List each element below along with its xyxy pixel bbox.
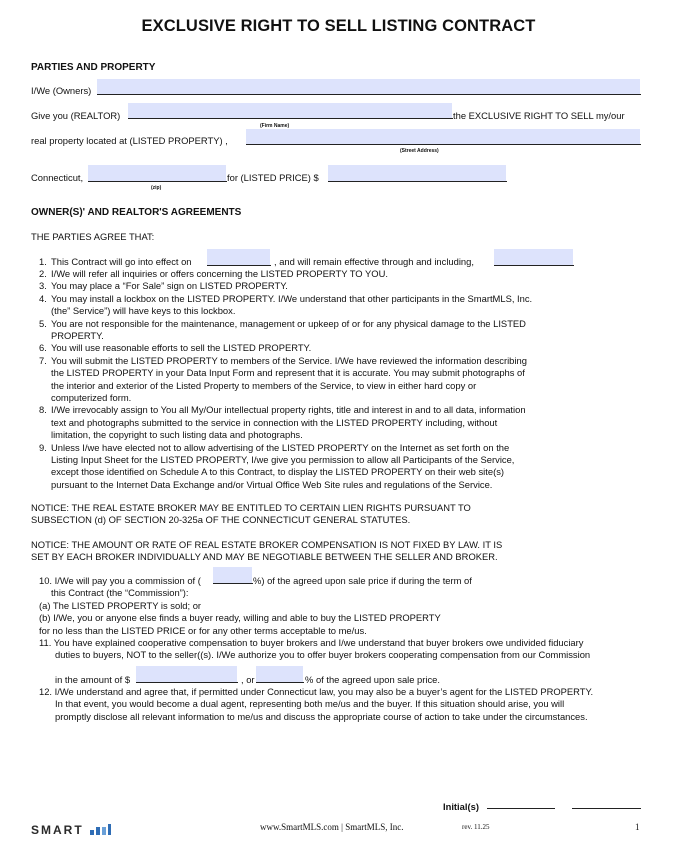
item-1-number: 1. (39, 256, 47, 267)
item-12-text-a: 12. I/We understand and agree that, if permitted under Connecticut law, you may also be a buyer’s agent for the LISTED PROPERTY. (39, 686, 594, 697)
notice-compensation-line-1: NOTICE: THE AMOUNT OR RATE OF REAL ESTATE BROKER COMPENSATION IS NOT FIXED BY LAW. IT IS (31, 539, 503, 550)
notice-lien-line-2: SUBSECTION (d) OF SECTION 20-325a OF THE CONNECTICUT GENERAL STATUTES. (31, 514, 411, 525)
item-text-line: You will submit the LISTED PROPERTY to members of the Service. I/We have reviewed the information describing (51, 354, 527, 366)
realtor-underline (128, 118, 453, 119)
initials-line-1[interactable] (487, 808, 555, 809)
item-12-text-c: promptly disclose all relevant information to me/us and discuss the appropriate course of action to take under the circumstances. (55, 711, 588, 722)
smartmls-logo (31, 821, 111, 839)
coop-percent-underline (256, 682, 304, 683)
commission-percent-field[interactable] (213, 567, 252, 583)
item-1-text-a: This Contract will go into effect on (51, 256, 192, 267)
item-number: 8. (39, 404, 47, 416)
expiration-date-underline (494, 265, 574, 266)
logo-text: SMART (31, 823, 84, 837)
item-text-line: Listing Input Sheet for the LISTED PROPERTY, I/we give you permission to allow all Participants of the Service, (51, 454, 515, 465)
item-10-text-a: 10. I/We will pay you a commission of ( (39, 575, 201, 586)
item-10-clause-b-cont: for no less than the LISTED PRICE or for any other terms acceptable to me/us. (39, 625, 367, 636)
item-text-line: the LISTED PROPERTY in your Data Input Form and represent that it is accurate. You may submit photographs of (51, 367, 525, 379)
item-number: 4. (39, 292, 47, 304)
owners-underline (97, 94, 641, 95)
item-text-line: You may install a lockbox on the LISTED PROPERTY. I/We understand that other participants in the SmartMLS, Inc. (51, 292, 533, 304)
expiration-date-field[interactable] (494, 249, 573, 265)
item-11-text-a: 11. You have explained cooperative compensation to buyer brokers and I/we understand that buyer brokers owe undivided fiduciary (39, 637, 584, 648)
item-text-line: the interior and exterior of the Listed Property to members of the Service, to view in either hard copy or (51, 379, 477, 391)
property-underline (246, 144, 641, 145)
street-address-caption: (Street Address) (400, 148, 439, 154)
parties-agree-text: THE PARTIES AGREE THAT: (31, 231, 155, 242)
item-10-clause-b: (b) I/We, you or anyone else finds a buyer ready, willing and able to buy the LISTED PROPERTY (39, 612, 441, 623)
commission-underline (213, 583, 253, 584)
item-12-text-b: In that event, you would become a dual agent, representing both me/us and the buyer. If this situation should arise, you will (55, 698, 565, 709)
item-text-line: Unless I/we have elected not to allow advertising of the LISTED PROPERTY on the Internet as set forth on the (51, 441, 510, 453)
item-11-or: , or (241, 674, 255, 685)
price-label: for (LISTED PRICE) $ (227, 172, 319, 183)
firm-name-caption: (Firm Name) (260, 123, 290, 129)
zip-underline (88, 181, 227, 182)
property-label: real property located at (LISTED PROPERTY) , (31, 135, 228, 146)
listed-price-field[interactable] (328, 165, 506, 181)
item-text-line: (the” Service”) will have keys to this lockbox. (51, 305, 236, 317)
item-text-line: I/We irrevocably assign to You all My/Our intellectual property rights, title and interest in and to all data, information (51, 404, 526, 416)
effective-date-field[interactable] (207, 249, 270, 265)
listed-property-field[interactable] (246, 129, 640, 144)
item-text-line: limitation, the copyright to such listing data and photographs. (51, 429, 303, 441)
effective-date-underline (207, 265, 271, 266)
coop-amount-underline (136, 682, 238, 683)
item-11-amount-label: in the amount of $ (55, 674, 131, 685)
item-text-line: I/We will refer all inquiries or offers concerning the LISTED PROPERTY TO YOU. (51, 268, 388, 279)
notice-compensation-line-2: SET BY EACH BROKER INDIVIDUALLY AND MAY BE NEGOTIABLE BETWEEN THE SELLER AND BROKER. (31, 551, 498, 562)
footer-site: www.SmartMLS.com | SmartMLS, Inc. (260, 822, 404, 832)
item-11-text-b: duties to buyers, NOT to the seller((s). I/We authorize you to offer buyer brokers cooperating compensation from our Commission (55, 649, 591, 660)
item-text-line: computerized form. (51, 392, 132, 403)
notice-lien-line-1: NOTICE: THE REAL ESTATE BROKER MAY BE ENTITLED TO CERTAIN LIEN RIGHTS PURSUANT TO (31, 502, 471, 513)
coop-percent-field[interactable] (256, 666, 303, 682)
section-heading-parties: PARTIES AND PROPERTY (31, 62, 156, 73)
document-title: EXCLUSIVE RIGHT TO SELL LISTING CONTRACT (141, 17, 536, 35)
item-text-line: You will use reasonable efforts to sell the LISTED PROPERTY. (51, 342, 312, 354)
item-text-line: except those identified on Schedule A to this Contract, to display the LISTED PROPERTY on their web site(s) (51, 466, 505, 478)
realtor-label: Give you (REALTOR) (31, 110, 121, 121)
item-text-line: You are not responsible for the maintenance, management or upkeep of or for any physical damage to the LISTED (51, 317, 526, 329)
item-number: 7. (39, 354, 47, 366)
page-number: 1 (635, 822, 640, 832)
coop-amount-field[interactable] (136, 666, 237, 682)
item-number: 5. (39, 317, 47, 329)
price-underline (328, 181, 507, 182)
initials-line-2[interactable] (572, 808, 641, 809)
owners-field[interactable] (97, 79, 640, 94)
item-number: 2. (39, 268, 47, 279)
initials-label: Initial(s) (443, 801, 479, 812)
logo-bars-icon (89, 824, 111, 835)
footer-revision: rev. 11.25 (462, 823, 490, 831)
item-number: 9. (39, 441, 47, 453)
zip-caption: (zip) (151, 185, 162, 191)
exclusive-right-text: the EXCLUSIVE RIGHT TO SELL my/our (453, 110, 625, 121)
item-10-clause-a: (a) The LISTED PROPERTY is sold; or (39, 600, 202, 611)
item-number: 6. (39, 342, 47, 354)
item-text-line: text and photographs submitted to the service in connection with the LISTED PROPERTY including, without (51, 416, 498, 428)
connecticut-label: Connecticut, (31, 172, 84, 183)
item-number: 3. (39, 280, 47, 292)
section-heading-agreements: OWNER(S)' AND REALTOR'S AGREEMENTS (31, 207, 242, 218)
item-text-line: pursuant to the Internet Data Exchange and/or Virtual Office Web Site rules and regulations of the Service. (51, 478, 493, 490)
realtor-firm-field[interactable] (128, 103, 452, 118)
item-text-line: You may place a “For Sale” sign on LISTED PROPERTY. (51, 280, 288, 292)
item-10-text-c: this Contract (the “Commission”): (51, 587, 189, 598)
item-text-line: PROPERTY. (51, 330, 104, 341)
zip-field[interactable] (88, 165, 226, 181)
item-11-percent-text: % of the agreed upon sale price. (305, 674, 440, 685)
item-1-text-b: , and will remain effective through and including, (274, 256, 474, 267)
item-10-text-b: %) of the agreed upon sale price if during the term of (253, 575, 472, 586)
owners-label: I/We (Owners) (31, 85, 92, 96)
